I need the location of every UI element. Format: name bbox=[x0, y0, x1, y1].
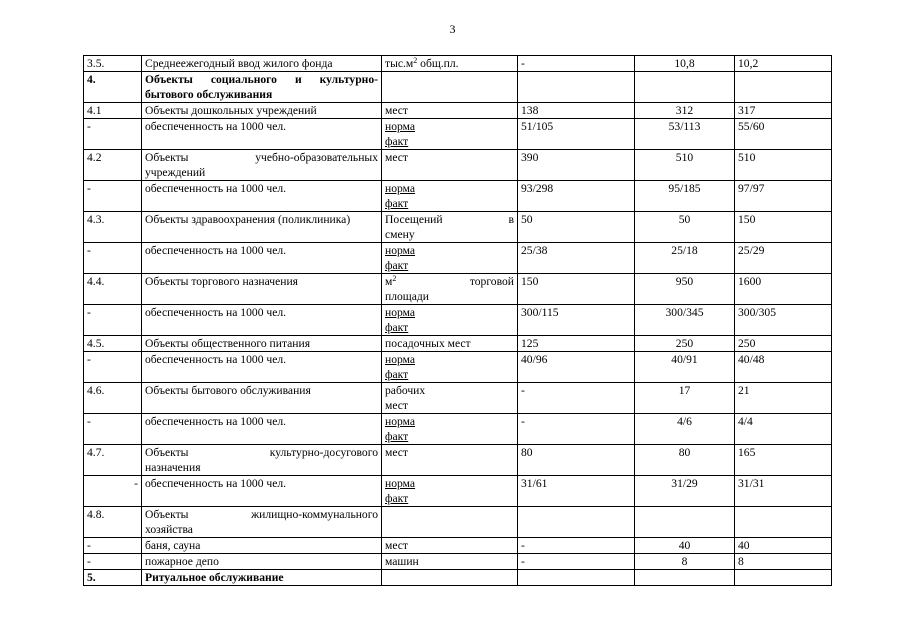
unit-line: факт bbox=[385, 492, 409, 505]
indicator-name-line: Объекты бытового обслуживания bbox=[145, 384, 311, 397]
value-period-2: 4/6 bbox=[635, 414, 735, 445]
unit-line: $м^2$ торговой bbox=[385, 274, 514, 288]
unit-line: мест bbox=[385, 399, 408, 412]
value-period-1: 390 bbox=[518, 150, 635, 181]
indicator-name-line: баня, сауна bbox=[145, 539, 201, 552]
indicator-name bbox=[142, 507, 382, 538]
row-number: - bbox=[84, 538, 142, 554]
indicator-name-line: пожарное депо bbox=[145, 555, 219, 568]
value-period-2: 95/185 bbox=[635, 181, 735, 212]
value-period-1 bbox=[518, 570, 635, 586]
unit bbox=[382, 274, 518, 305]
unit bbox=[382, 336, 518, 352]
value-period-1: - bbox=[518, 538, 635, 554]
row-number: - bbox=[84, 476, 142, 507]
table-row bbox=[84, 476, 832, 507]
value-period-3: 97/97 bbox=[735, 181, 832, 212]
value-period-2: 40 bbox=[635, 538, 735, 554]
indicator-name bbox=[142, 305, 382, 336]
unit-line: смену bbox=[385, 228, 415, 241]
indicator-name bbox=[142, 119, 382, 150]
unit-line: мест bbox=[385, 104, 408, 117]
table-row bbox=[84, 336, 832, 352]
indicator-name-line: Ритуальное обслуживание bbox=[145, 571, 284, 584]
unit bbox=[382, 554, 518, 570]
value-period-2: 25/18 bbox=[635, 243, 735, 274]
indicator-name-line: обеспеченность на 1000 чел. bbox=[145, 353, 287, 366]
row-number: 4.4. bbox=[84, 274, 142, 305]
value-period-3: 300/305 bbox=[735, 305, 832, 336]
unit bbox=[382, 212, 518, 243]
value-period-1: 51/105 bbox=[518, 119, 635, 150]
indicator-name bbox=[142, 554, 382, 570]
indicator-name bbox=[142, 383, 382, 414]
value-period-3: 10,2 bbox=[735, 56, 832, 72]
indicator-name-line: обеспеченность на 1000 чел. bbox=[145, 182, 287, 195]
unit-line: факт bbox=[385, 135, 409, 148]
indicator-name bbox=[142, 56, 382, 72]
data-table bbox=[83, 55, 832, 586]
value-period-3 bbox=[735, 570, 832, 586]
indicator-name-line: Объекты социального и культурно- bbox=[145, 73, 378, 86]
page-number: 3 bbox=[449, 22, 456, 36]
indicator-name bbox=[142, 538, 382, 554]
unit-line: норма bbox=[385, 415, 416, 428]
indicator-name-line: обеспеченность на 1000 чел. bbox=[145, 120, 287, 133]
value-period-1: - bbox=[518, 414, 635, 445]
value-period-3: 150 bbox=[735, 212, 832, 243]
unit bbox=[382, 383, 518, 414]
unit-line: норма bbox=[385, 477, 416, 490]
value-period-2: 510 bbox=[635, 150, 735, 181]
table-row bbox=[84, 445, 832, 476]
table-row bbox=[84, 383, 832, 414]
row-number: 4.2 bbox=[84, 150, 142, 181]
indicator-name bbox=[142, 181, 382, 212]
indicator-name-line: Объекты учебно-образовательных bbox=[145, 151, 378, 164]
indicator-name-line: назначения bbox=[145, 461, 201, 474]
row-number: 4.5. bbox=[84, 336, 142, 352]
unit bbox=[382, 150, 518, 181]
indicator-name bbox=[142, 445, 382, 476]
value-period-3 bbox=[735, 507, 832, 538]
table-row bbox=[84, 570, 832, 586]
unit bbox=[382, 103, 518, 119]
value-period-2: 8 bbox=[635, 554, 735, 570]
row-number: 4.6. bbox=[84, 383, 142, 414]
value-period-3: 510 bbox=[735, 150, 832, 181]
unit-line: посадочных мест bbox=[385, 337, 471, 350]
value-period-1: 300/115 bbox=[518, 305, 635, 336]
unit-line: $тыс.м^2$ общ.пл. bbox=[385, 56, 459, 70]
unit bbox=[382, 181, 518, 212]
value-period-1: 25/38 bbox=[518, 243, 635, 274]
value-period-3: 317 bbox=[735, 103, 832, 119]
table-row bbox=[84, 554, 832, 570]
value-period-3: 250 bbox=[735, 336, 832, 352]
unit bbox=[382, 352, 518, 383]
row-number: - bbox=[84, 554, 142, 570]
unit-line: мест bbox=[385, 151, 408, 164]
indicator-name bbox=[142, 570, 382, 586]
row-number: - bbox=[84, 181, 142, 212]
table-row bbox=[84, 538, 832, 554]
value-period-1: 31/61 bbox=[518, 476, 635, 507]
table-row bbox=[84, 72, 832, 103]
value-period-1: 150 bbox=[518, 274, 635, 305]
table-row bbox=[84, 507, 832, 538]
unit bbox=[382, 243, 518, 274]
value-period-2: 80 bbox=[635, 445, 735, 476]
value-period-1: 125 bbox=[518, 336, 635, 352]
indicator-name-line: обеспеченность на 1000 чел. bbox=[145, 244, 287, 257]
unit-line: норма bbox=[385, 353, 416, 366]
indicator-name bbox=[142, 103, 382, 119]
value-period-2: 950 bbox=[635, 274, 735, 305]
table-row bbox=[84, 103, 832, 119]
value-period-3: 40/48 bbox=[735, 352, 832, 383]
indicator-name-line: бытового обслуживания bbox=[145, 88, 273, 101]
unit bbox=[382, 305, 518, 336]
row-number: - bbox=[84, 243, 142, 274]
indicator-name bbox=[142, 212, 382, 243]
unit-line: факт bbox=[385, 259, 409, 272]
unit-line: норма bbox=[385, 244, 416, 257]
value-period-3: 25/29 bbox=[735, 243, 832, 274]
indicator-name bbox=[142, 72, 382, 103]
indicator-name-line: Объекты торгового назначения bbox=[145, 275, 299, 288]
value-period-1: - bbox=[518, 56, 635, 72]
value-period-1: - bbox=[518, 554, 635, 570]
unit bbox=[382, 570, 518, 586]
row-number: 4. bbox=[84, 72, 142, 103]
unit-line: норма bbox=[385, 120, 416, 133]
row-number: - bbox=[84, 414, 142, 445]
unit bbox=[382, 56, 518, 72]
indicator-name-line: хозяйства bbox=[145, 523, 193, 536]
value-period-1: 138 bbox=[518, 103, 635, 119]
value-period-2: 250 bbox=[635, 336, 735, 352]
table-row bbox=[84, 56, 832, 72]
table-row bbox=[84, 243, 832, 274]
unit-line: норма bbox=[385, 306, 416, 319]
indicator-name-line: обеспеченность на 1000 чел. bbox=[145, 477, 287, 490]
unit bbox=[382, 119, 518, 150]
unit bbox=[382, 445, 518, 476]
row-number: 4.1 bbox=[84, 103, 142, 119]
unit-line: факт bbox=[385, 197, 409, 210]
value-period-2: 50 bbox=[635, 212, 735, 243]
row-number: 4.7. bbox=[84, 445, 142, 476]
value-period-2 bbox=[635, 72, 735, 103]
indicator-name-line: Объекты дошкольных учреждений bbox=[145, 104, 317, 117]
table-row bbox=[84, 414, 832, 445]
indicator-name-line: Объекты общественного питания bbox=[145, 337, 311, 350]
unit bbox=[382, 538, 518, 554]
unit bbox=[382, 72, 518, 103]
value-period-3: 4/4 bbox=[735, 414, 832, 445]
unit-line: факт bbox=[385, 368, 409, 381]
value-period-1: 93/298 bbox=[518, 181, 635, 212]
row-number: 5. bbox=[84, 570, 142, 586]
value-period-3: 21 bbox=[735, 383, 832, 414]
indicator-name-line: Среднеежегодный ввод жилого фонда bbox=[145, 57, 333, 70]
value-period-2: 17 bbox=[635, 383, 735, 414]
unit-line: факт bbox=[385, 321, 409, 334]
value-period-2: 312 bbox=[635, 103, 735, 119]
indicator-name bbox=[142, 336, 382, 352]
value-period-2: 300/345 bbox=[635, 305, 735, 336]
table-row bbox=[84, 305, 832, 336]
table-row bbox=[84, 119, 832, 150]
table-row bbox=[84, 181, 832, 212]
table-row bbox=[84, 212, 832, 243]
indicator-name-line: Объекты культурно-досугового bbox=[145, 446, 378, 459]
value-period-3: 40 bbox=[735, 538, 832, 554]
indicator-name bbox=[142, 274, 382, 305]
table-row bbox=[84, 150, 832, 181]
value-period-3: 31/31 bbox=[735, 476, 832, 507]
value-period-2: 31/29 bbox=[635, 476, 735, 507]
value-period-2 bbox=[635, 570, 735, 586]
indicator-name-line: учреждений bbox=[145, 166, 206, 179]
indicator-name bbox=[142, 414, 382, 445]
unit bbox=[382, 414, 518, 445]
value-period-2: 40/91 bbox=[635, 352, 735, 383]
value-period-1: 50 bbox=[518, 212, 635, 243]
value-period-1: 40/96 bbox=[518, 352, 635, 383]
value-period-1 bbox=[518, 72, 635, 103]
unit-line: мест bbox=[385, 539, 408, 552]
value-period-3: 55/60 bbox=[735, 119, 832, 150]
value-period-2: 53/113 bbox=[635, 119, 735, 150]
indicator-name-line: Объекты здравоохранения (поликлиника) bbox=[145, 213, 351, 226]
row-number: 4.8. bbox=[84, 507, 142, 538]
value-period-3: 165 bbox=[735, 445, 832, 476]
unit-line: Посещений в bbox=[385, 213, 514, 226]
row-number: 4.3. bbox=[84, 212, 142, 243]
unit bbox=[382, 507, 518, 538]
indicator-name-line: Объекты жилищно-коммунального bbox=[145, 508, 378, 521]
indicator-name bbox=[142, 150, 382, 181]
value-period-2: 10,8 bbox=[635, 56, 735, 72]
unit-line: факт bbox=[385, 430, 409, 443]
row-number: 3.5. bbox=[84, 56, 142, 72]
indicator-name bbox=[142, 352, 382, 383]
unit-line: норма bbox=[385, 182, 416, 195]
table-body bbox=[84, 56, 832, 586]
row-number: - bbox=[84, 119, 142, 150]
table-row bbox=[84, 274, 832, 305]
indicator-name bbox=[142, 476, 382, 507]
value-period-1 bbox=[518, 507, 635, 538]
unit-line: машин bbox=[385, 555, 419, 568]
row-number: - bbox=[84, 352, 142, 383]
indicator-name bbox=[142, 243, 382, 274]
value-period-3: 8 bbox=[735, 554, 832, 570]
unit-line: площади bbox=[385, 290, 429, 303]
value-period-3: 1600 bbox=[735, 274, 832, 305]
value-period-3 bbox=[735, 72, 832, 103]
indicator-name-line: обеспеченность на 1000 чел. bbox=[145, 306, 287, 319]
value-period-2 bbox=[635, 507, 735, 538]
value-period-1: - bbox=[518, 383, 635, 414]
unit-line: мест bbox=[385, 446, 408, 459]
table-row bbox=[84, 352, 832, 383]
row-number: - bbox=[84, 305, 142, 336]
unit bbox=[382, 476, 518, 507]
value-period-1: 80 bbox=[518, 445, 635, 476]
indicator-name-line: обеспеченность на 1000 чел. bbox=[145, 415, 287, 428]
unit-line: рабочих bbox=[385, 384, 426, 397]
